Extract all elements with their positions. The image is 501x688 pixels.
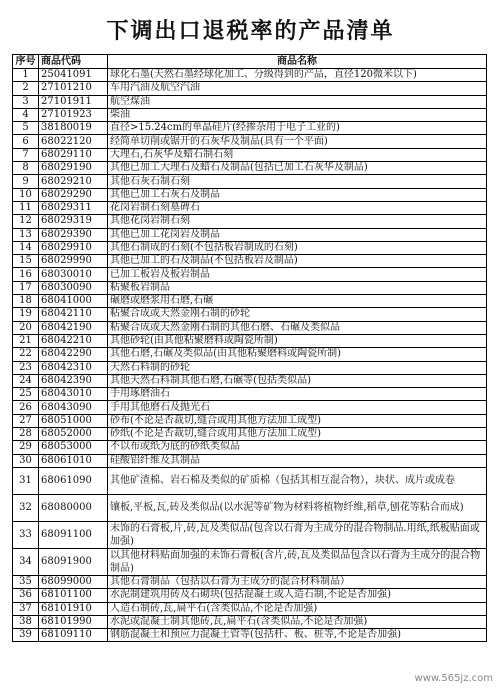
row-name: 其他已加工的石及制品(不包括板岩及制品) <box>108 255 487 268</box>
table-row <box>13 428 487 441</box>
row-number: 13 <box>13 228 39 241</box>
row-code: 27101210 <box>39 82 108 95</box>
row-code: 68091900 <box>39 548 108 575</box>
table-row <box>13 374 487 387</box>
row-name: 不以布或纸为底的砂纸类似品 <box>108 441 487 454</box>
row-code: 27101923 <box>39 108 108 121</box>
table-row <box>13 215 487 228</box>
row-code: 68101100 <box>39 589 108 602</box>
row-name: 球化石墨(天然石墨经球化加工、分级得到的产品，直径120微米以下) <box>108 69 487 82</box>
row-name: 车用汽油及航空汽油 <box>108 82 487 95</box>
row-code: 68061010 <box>39 454 108 467</box>
row-name: 镶板,平板,瓦,砖及类似品(以水泥等矿物为材料将植物纤维,稻草,刨花等粘合而成) <box>108 494 487 521</box>
row-name: 手用琢磨油石 <box>108 388 487 401</box>
row-number: 26 <box>13 401 39 414</box>
table-row <box>13 201 487 214</box>
header-name: 商品名称 <box>108 55 487 69</box>
table-row <box>13 414 487 427</box>
row-number: 11 <box>13 201 39 214</box>
row-number: 16 <box>13 268 39 281</box>
row-code: 68109110 <box>39 629 108 642</box>
table-row <box>13 135 487 148</box>
table-row <box>13 548 487 575</box>
row-name: 其他已加工大理石及蜡石及制品(包括已加工石灰华及制品) <box>108 162 487 175</box>
table-row <box>13 494 487 521</box>
row-name: 其他矿渣棉、岩石棉及类似的矿质棉（包括其相互混合物），块状、成片或成卷 <box>108 467 487 494</box>
row-number: 14 <box>13 241 39 254</box>
table-row <box>13 82 487 95</box>
row-code: 68029990 <box>39 255 108 268</box>
row-name: 其他砂轮(由其他粘聚磨料或陶瓷所制) <box>108 334 487 347</box>
row-number: 6 <box>13 135 39 148</box>
product-table <box>12 54 487 642</box>
row-code: 68042190 <box>39 321 108 334</box>
row-number: 9 <box>13 175 39 188</box>
row-number: 12 <box>13 215 39 228</box>
header-code: 商品代码 <box>39 55 108 69</box>
row-name: 水泥制建筑用砖及石砌块(包括混凝土或人造石制,不论是否加强) <box>108 589 487 602</box>
row-number: 30 <box>13 454 39 467</box>
row-number: 37 <box>13 602 39 615</box>
row-name: 其他石灰石制石刻 <box>108 175 487 188</box>
row-number: 36 <box>13 589 39 602</box>
row-code: 68101910 <box>39 602 108 615</box>
table-row <box>13 348 487 361</box>
row-code: 68052000 <box>39 428 108 441</box>
row-name: 粘聚板岩制品 <box>108 281 487 294</box>
row-number: 27 <box>13 414 39 427</box>
row-name: 砂布(不论是否裁切,缝合或用其他方法加工成型) <box>108 414 487 427</box>
row-code: 68061090 <box>39 467 108 494</box>
row-code: 68022120 <box>39 135 108 148</box>
row-number: 38 <box>13 615 39 628</box>
row-code: 68042110 <box>39 308 108 321</box>
row-number: 28 <box>13 428 39 441</box>
row-name: 花岗岩制石刻墓碑石 <box>108 201 487 214</box>
table-row <box>13 334 487 347</box>
row-name: 已加工板岩及板岩制品 <box>108 268 487 281</box>
row-number: 33 <box>13 521 39 548</box>
row-number: 22 <box>13 348 39 361</box>
row-code: 68029110 <box>39 148 108 161</box>
row-name: 未饰的石膏板,片,砖,瓦及类似品(包含以石膏为主成分的混合物制品.用纸,纸板贴面或加强) <box>108 521 487 548</box>
row-number: 20 <box>13 321 39 334</box>
row-code: 68029319 <box>39 215 108 228</box>
table-row <box>13 241 487 254</box>
table-row <box>13 589 487 602</box>
table-row <box>13 388 487 401</box>
row-code: 25041091 <box>39 69 108 82</box>
row-number: 19 <box>13 308 39 321</box>
row-code: 68051000 <box>39 414 108 427</box>
row-code: 68042310 <box>39 361 108 374</box>
table-row <box>13 175 487 188</box>
table-row <box>13 575 487 588</box>
table-row <box>13 255 487 268</box>
row-name: 钢筋混凝土和预应力混凝土管等(包括杆、板、桩等,不论是否加强) <box>108 629 487 642</box>
row-number: 3 <box>13 95 39 108</box>
table-row <box>13 361 487 374</box>
row-name: 碾磨或磨浆用石磨,石碾 <box>108 295 487 308</box>
row-name: 大理石,石灰华及蜡石制石刻 <box>108 148 487 161</box>
row-number: 25 <box>13 388 39 401</box>
row-name: 其他石制成的石刻(不包括板岩制成的石刻) <box>108 241 487 254</box>
table-row <box>13 228 487 241</box>
watermark: www.565jz.com <box>414 673 493 684</box>
row-code: 68053000 <box>39 441 108 454</box>
row-name: 水泥或混凝土制其他砖,瓦,扁平石(含类似品,不论是否加强) <box>108 615 487 628</box>
row-number: 15 <box>13 255 39 268</box>
row-code: 27101911 <box>39 95 108 108</box>
row-number: 17 <box>13 281 39 294</box>
row-name: 手用其他磨石及抛光石 <box>108 401 487 414</box>
table-row <box>13 188 487 201</box>
row-name: 以其他材料贴面加强的未饰石膏板(含片,砖,瓦及类似品包含以石膏为主成分的混合物制品) <box>108 548 487 575</box>
table-row <box>13 521 487 548</box>
table-row <box>13 295 487 308</box>
row-number: 18 <box>13 295 39 308</box>
table-row <box>13 268 487 281</box>
table-row <box>13 441 487 454</box>
table-row <box>13 321 487 334</box>
row-code: 38180019 <box>39 122 108 135</box>
row-name: 经简单切削或锯开的石灰华及制品(具有一个平面) <box>108 135 487 148</box>
table-row <box>13 454 487 467</box>
header-no: 序号 <box>13 55 39 69</box>
row-number: 24 <box>13 374 39 387</box>
row-name: 其他已加工花岗岩及制品 <box>108 228 487 241</box>
row-name: 其他天然石料制其他石磨,石碾等(包括类似品) <box>108 374 487 387</box>
row-number: 34 <box>13 548 39 575</box>
row-name: 柴油 <box>108 108 487 121</box>
table-row <box>13 95 487 108</box>
row-name: 粘聚合成或天然金刚石制的砂轮 <box>108 308 487 321</box>
row-number: 29 <box>13 441 39 454</box>
row-code: 68091100 <box>39 521 108 548</box>
row-number: 21 <box>13 334 39 347</box>
table-row <box>13 69 487 82</box>
table-header-row <box>13 55 487 69</box>
row-number: 31 <box>13 467 39 494</box>
row-name: 直径>15.24cm的单晶硅片(经掺杂用于电子工业的) <box>108 122 487 135</box>
row-code: 68042290 <box>39 348 108 361</box>
page-title: 下调出口退税率的产品清单 <box>106 19 395 44</box>
row-name: 硅酸铝纤维及其制品 <box>108 454 487 467</box>
row-code: 68101990 <box>39 615 108 628</box>
row-number: 32 <box>13 494 39 521</box>
row-number: 10 <box>13 188 39 201</box>
table-row <box>13 615 487 628</box>
table-row <box>13 401 487 414</box>
row-code: 68029290 <box>39 188 108 201</box>
table-row <box>13 308 487 321</box>
table-row <box>13 148 487 161</box>
row-name: 其他花岗岩制石刻 <box>108 215 487 228</box>
row-name: 其他石磨,石碾及类似品(由其他粘聚磨料或陶瓷所制) <box>108 348 487 361</box>
row-name: 其他石膏制品（包括以石膏为主成分的混合材料制品） <box>108 575 487 588</box>
row-code: 68029311 <box>39 201 108 214</box>
row-name: 天然石料制的砂轮 <box>108 361 487 374</box>
table-row <box>13 467 487 494</box>
row-code: 68029190 <box>39 162 108 175</box>
row-code: 68099000 <box>39 575 108 588</box>
row-number: 5 <box>13 122 39 135</box>
table-row <box>13 162 487 175</box>
row-name: 其他已加工石灰石及制品 <box>108 188 487 201</box>
row-name: 粘聚合成或天然金刚石制的其他石磨、石碾及类似品 <box>108 321 487 334</box>
row-number: 4 <box>13 108 39 121</box>
row-name: 砂纸(不论是否裁切,缝合或用其他方法加工成型) <box>108 428 487 441</box>
row-code: 68029210 <box>39 175 108 188</box>
row-code: 68029390 <box>39 228 108 241</box>
row-number: 35 <box>13 575 39 588</box>
table-row <box>13 108 487 121</box>
table-row <box>13 602 487 615</box>
table-row <box>13 629 487 642</box>
row-number: 2 <box>13 82 39 95</box>
table-body <box>13 69 487 642</box>
row-number: 1 <box>13 69 39 82</box>
table-row <box>13 122 487 135</box>
row-code: 68030010 <box>39 268 108 281</box>
row-number: 7 <box>13 148 39 161</box>
row-code: 68043090 <box>39 401 108 414</box>
row-name: 人造石制砖,瓦,扁平石(含类似品,不论是否加强) <box>108 602 487 615</box>
row-number: 39 <box>13 629 39 642</box>
row-name: 航空煤油 <box>108 95 487 108</box>
row-number: 23 <box>13 361 39 374</box>
row-code: 68041000 <box>39 295 108 308</box>
row-code: 68043010 <box>39 388 108 401</box>
row-code: 68042210 <box>39 334 108 347</box>
table-row <box>13 281 487 294</box>
row-code: 68030090 <box>39 281 108 294</box>
row-number: 8 <box>13 162 39 175</box>
row-code: 68080000 <box>39 494 108 521</box>
row-code: 68029910 <box>39 241 108 254</box>
row-code: 68042390 <box>39 374 108 387</box>
